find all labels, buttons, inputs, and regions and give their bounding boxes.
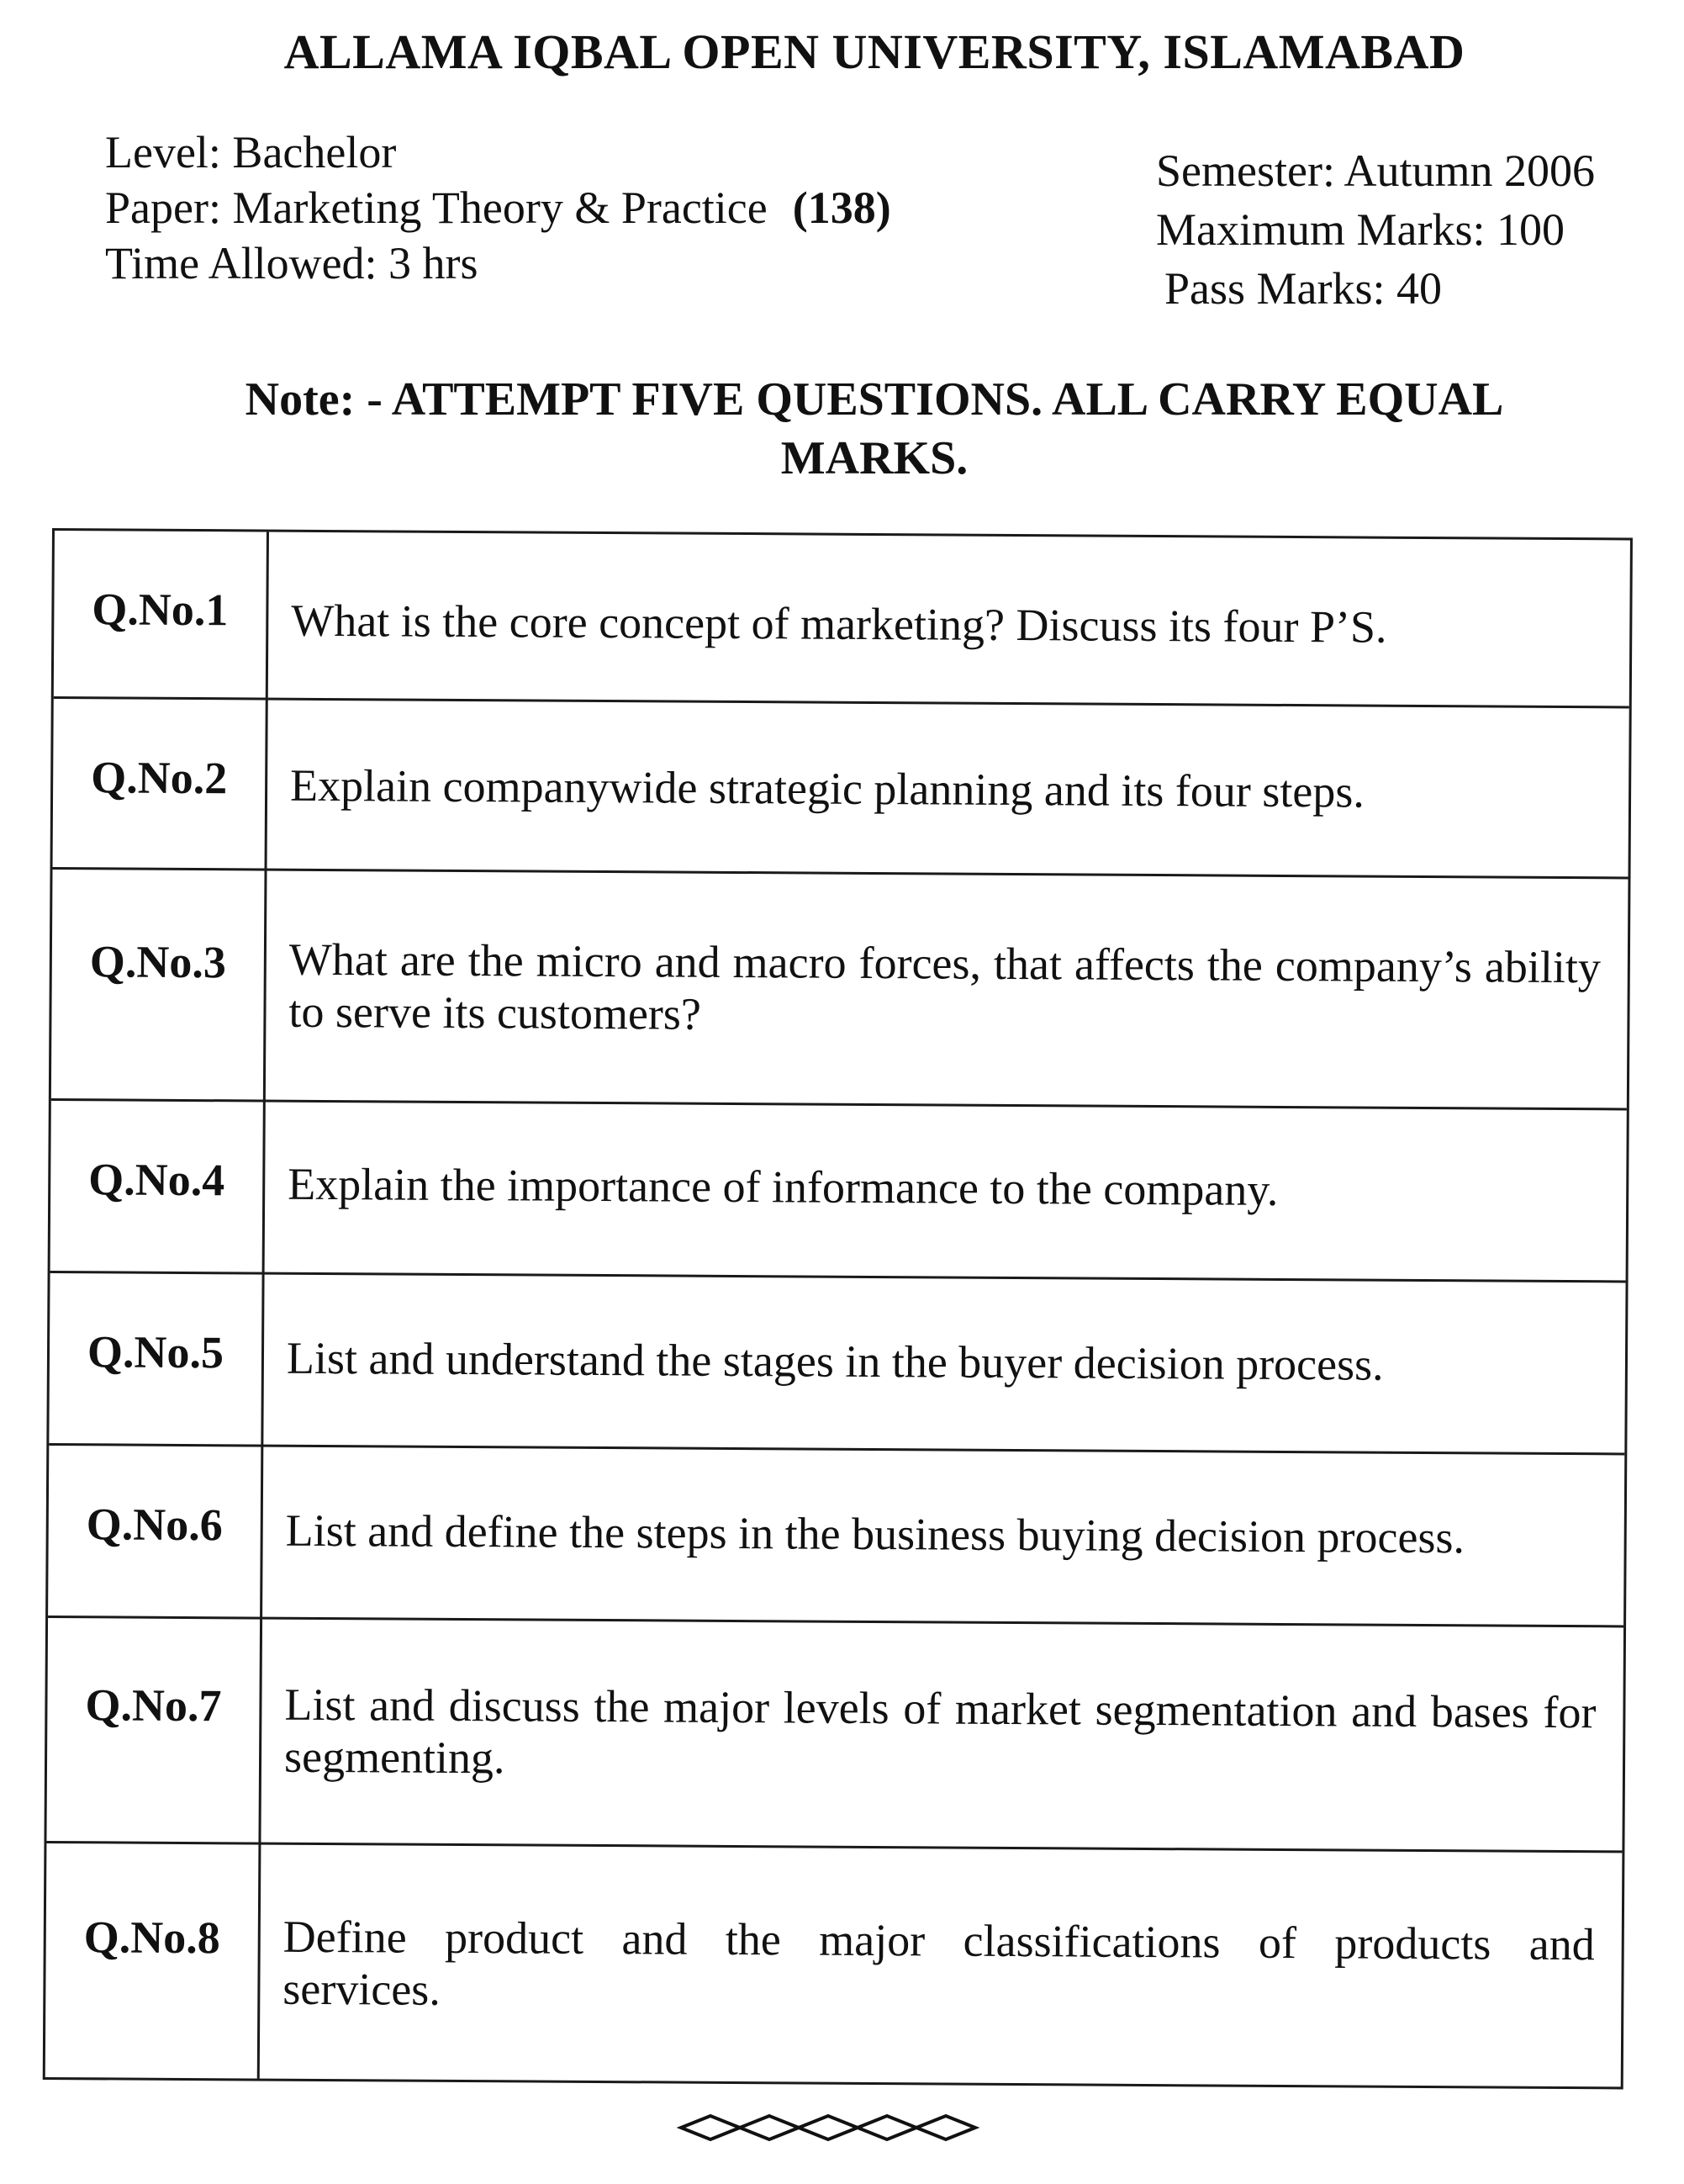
question-text: What are the micro and macro forces, that affects the company’s ability to serve its customers?	[288, 933, 1602, 1039]
question-text: List and discuss the major levels of market segmentation and bases for segmenting.	[283, 1679, 1597, 1784]
question-number: Q.No.5	[87, 1326, 224, 1378]
question-row	[46, 1618, 1623, 1853]
note-line-2: MARKS.	[780, 432, 969, 484]
pass-marks-line: Pass Marks: 40	[1164, 263, 1443, 314]
question-text: List and define the steps in the business buying decision process.	[285, 1504, 1465, 1563]
time-allowed-line: Time Allowed: 3 hrs	[105, 238, 478, 288]
question-text: Define product and the major classifications of products and services.	[282, 1911, 1595, 2015]
question-number: Q.No.1	[92, 584, 229, 636]
level-line: Level: Bachelor	[105, 127, 397, 177]
question-row	[51, 870, 1629, 1110]
exam-meta-right	[1156, 141, 1595, 318]
question-number: Q.No.8	[83, 1912, 220, 1964]
semester-line: Semester: Autumn 2006	[1156, 145, 1595, 196]
question-number: Q.No.2	[91, 752, 228, 804]
question-number: Q.No.4	[88, 1154, 225, 1206]
maximum-marks-line: Maximum Marks: 100	[1156, 204, 1565, 255]
paper-line	[105, 180, 891, 235]
question-row	[54, 531, 1630, 708]
paper-code: (138)	[792, 182, 891, 233]
note-line-1: Note: - ATTEMPT FIVE QUESTIONS. ALL CARRY EQUAL	[245, 373, 1504, 426]
question-number: Q.No.6	[86, 1499, 223, 1551]
question-row	[49, 1273, 1625, 1455]
question-row	[45, 1843, 1623, 2088]
university-title: ALLAMA IQBAL OPEN UNIVERSITY, ISLAMABAD	[283, 24, 1465, 79]
question-number: Q.No.7	[85, 1679, 222, 1732]
question-number: Q.No.3	[89, 936, 227, 988]
question-text: Explain companywide strategic planning and its four steps.	[289, 759, 1365, 817]
question-text: What is the core concept of marketing? Discuss its four P’S.	[291, 595, 1387, 653]
question-row	[48, 1446, 1624, 1627]
question-row	[53, 699, 1629, 879]
question-text: Explain the importance of informance to the company.	[288, 1158, 1279, 1215]
paper-name: Paper: Marketing Theory & Practice	[105, 182, 768, 233]
exam-meta-left	[105, 124, 891, 291]
question-row	[50, 1101, 1627, 1282]
questions-table	[43, 528, 1633, 2089]
instructions-note	[168, 370, 1581, 488]
question-text: List and understand the stages in the buyer decision process.	[286, 1332, 1384, 1390]
diamond-chain-icon	[673, 2102, 1026, 2153]
